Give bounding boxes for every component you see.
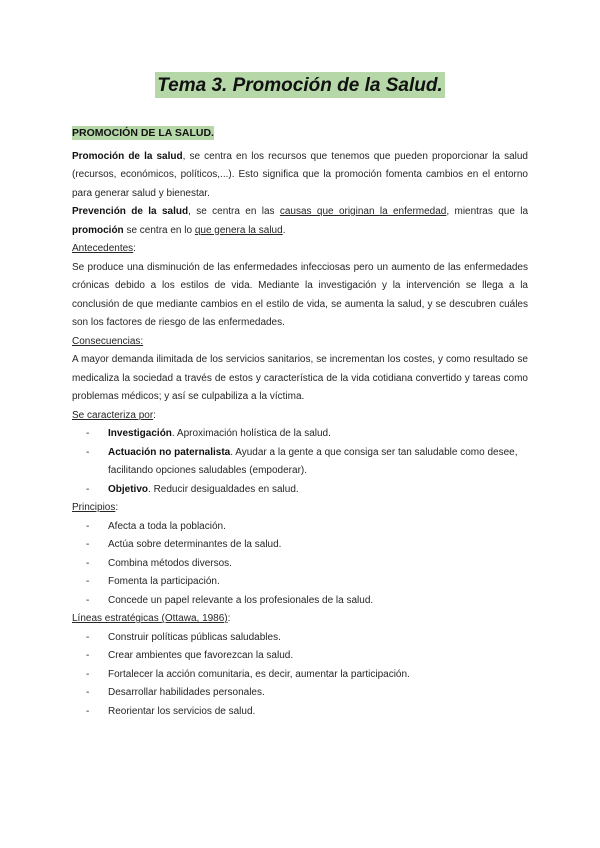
- principios-colon: :: [115, 502, 119, 513]
- antecedentes-text: Se produce una disminución de las enfermedades infecciosas pero un aumento de las enfermedades crónicas debido a los estilos de vida. Mediante la investigación y la intervención se llega a la conclusión de que mediante cambios en el estilo de vida, se aumenta la salud, y se descubren cuáles son los factores de riesgo de las enfermedades.: [72, 261, 528, 328]
- section-heading: PROMOCIÓN DE LA SALUD.: [72, 126, 214, 139]
- prevencion-term-2: promoción: [72, 224, 124, 236]
- prevencion-text-1: , se centra en las: [188, 206, 280, 217]
- caracteriza-item-bold: Investigación: [108, 428, 172, 439]
- list-item: - Crear ambientes que favorezcan la salud.: [72, 647, 528, 666]
- page-title: Tema 3. Promoción de la Salud.: [155, 72, 444, 98]
- lineas-list: [72, 629, 528, 722]
- caracteriza-label-line: [72, 407, 528, 426]
- antecedentes-label: Antecedentes: [72, 243, 134, 254]
- list-item: - Concede un papel relevante a los profesionales de la salud.: [72, 592, 528, 611]
- list-item: [72, 425, 528, 444]
- antecedentes-colon: :: [133, 243, 136, 254]
- caracteriza-item-text: . Ayudar a la gente a que consiga ser tan saludable como desee, facilitando opciones saludables (empoderar).: [108, 446, 518, 476]
- list-item: - Fortalecer la acción comunitaria, es decir, aumentar la participación.: [72, 666, 528, 685]
- section-heading-wrap: [72, 125, 528, 148]
- list-item: - Reorientar los servicios de salud.: [72, 703, 528, 722]
- promocion-term: Promoción de la salud: [72, 150, 183, 162]
- list-item: - Combina métodos diversos.: [72, 555, 528, 574]
- principios-label: Principios: [72, 502, 116, 513]
- prevencion-text-4: .: [282, 224, 286, 236]
- caracteriza-list: [72, 425, 528, 499]
- principios-list: [72, 518, 528, 611]
- antecedentes-label-line: [72, 240, 528, 259]
- consecuencias-label-line: [72, 333, 528, 352]
- title-wrap: [72, 72, 528, 99]
- caracteriza-item-bold: Actuación no paternalista: [108, 446, 231, 458]
- principios-label-line: [72, 499, 528, 518]
- consecuencias-text: A mayor demanda ilimitada de los servicios sanitarios, se incrementan los costes, y como resultado se medicaliza la sociedad a través de estos y característica de la vida cotidiana convertido y tareas como problemas médicos; y así se culpabiliza a la víctima.: [72, 354, 528, 402]
- promocion-paragraph: [72, 148, 528, 204]
- prevencion-paragraph: [72, 203, 528, 240]
- lineas-label: Líneas estratégicas (Ottawa, 1986): [72, 613, 228, 624]
- caracteriza-label: Se caracteriza por: [72, 409, 154, 421]
- promocion-text: , se centra en los recursos que tenemos que pueden proporcionar la salud (recursos, económicos, políticos,...). Esto significa que la promoción fomenta cambios en el entorno para generar salud y bienestar.: [72, 150, 528, 199]
- prevencion-text-2: , mientras que la: [446, 206, 529, 217]
- list-item: [72, 481, 528, 500]
- prevencion-text-3: se centra en lo: [123, 224, 195, 236]
- prevencion-underline-2: que genera la salud: [194, 224, 283, 236]
- caracteriza-item-text: . Reducir desigualdades en salud.: [148, 483, 299, 495]
- caracteriza-item-text: . Aproximación holística de la salud.: [171, 428, 331, 439]
- list-item: - Construir políticas públicas saludables.: [72, 629, 528, 648]
- list-item: - Desarrollar habilidades personales.: [72, 684, 528, 703]
- lineas-label-line: [72, 610, 528, 629]
- list-item: - Fomenta la participación.: [72, 573, 528, 592]
- list-item: [72, 444, 528, 481]
- document-page: [72, 72, 528, 721]
- consecuencias-label: Consecuencias:: [72, 335, 144, 347]
- prevencion-underline-1: causas que originan la enfermedad: [279, 206, 447, 217]
- list-item: - Afecta a toda la población.: [72, 518, 528, 537]
- list-item: - Actúa sobre determinantes de la salud.: [72, 536, 528, 555]
- caracteriza-colon: :: [153, 409, 156, 421]
- caracteriza-item-bold: Objetivo: [108, 483, 149, 495]
- lineas-colon: :: [227, 613, 231, 624]
- prevencion-term: Prevención de la salud: [72, 206, 189, 217]
